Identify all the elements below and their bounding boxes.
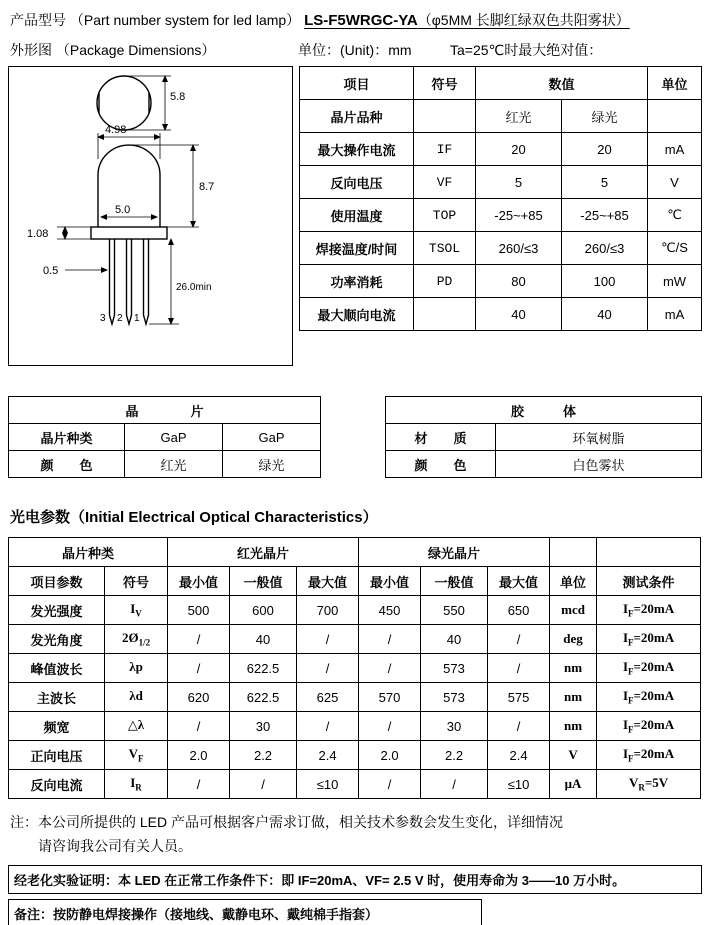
cell-green-max: 575 — [488, 683, 550, 712]
optical-row-luminous-intensity — [9, 596, 701, 625]
cond-post: =20mA — [633, 601, 675, 617]
cell-item: 焊接温度/时间 — [300, 232, 414, 265]
abs-row-reverse-voltage — [300, 166, 702, 199]
cell-unit: V — [550, 741, 597, 770]
cell-red-min: / — [168, 712, 230, 741]
cell-test-condition — [597, 625, 701, 654]
cell-label: 颜 色 — [9, 451, 125, 478]
cond-base: I — [622, 659, 629, 675]
cell-item: 使用温度 — [300, 199, 414, 232]
cell-green-max: / — [488, 654, 550, 683]
aging-note-box: 经老化实验证明：本 LED 在正常工作条件下：即 IF=20mA、VF= 2.5 V 时，使用寿命为 3——10 万小时。 — [8, 865, 702, 894]
dim-label-dome-width: 4.98 — [105, 124, 127, 136]
cell-red-typ: 600 — [230, 596, 297, 625]
cond-sub: F — [628, 753, 634, 764]
ta-text: Ta=25℃时最大绝对值： — [450, 42, 603, 58]
cell-symbol: TOP — [414, 199, 476, 232]
optical-table — [8, 537, 701, 799]
cell-red-min: / — [168, 654, 230, 683]
cell-green-value: 100 — [562, 265, 648, 298]
cond-post: =5V — [644, 775, 669, 791]
cell-unit: ℃/S — [648, 232, 702, 265]
col-header-unit: 单位 — [648, 67, 702, 100]
dim-label-body-height: 8.7 — [199, 181, 215, 193]
cell-unit: deg — [550, 625, 597, 654]
chip-table — [8, 396, 321, 478]
cell-green-min: / — [359, 712, 421, 741]
cell-label: 颜 色 — [385, 451, 495, 478]
cell-param: 反向电流 — [9, 770, 105, 799]
cell-unit: ℃ — [648, 199, 702, 232]
col-header-condition: 测试条件 — [597, 567, 701, 596]
cell-green-max: / — [488, 625, 550, 654]
cell-green-min: / — [359, 654, 421, 683]
cell-red-max: / — [297, 654, 359, 683]
encapsulant-row-color — [385, 451, 701, 478]
cell-unit: mA — [648, 298, 702, 331]
optical-section-title: 光电参数（Initial Electrical Optical Characteristics） — [10, 509, 378, 526]
header-line-1 — [10, 10, 702, 30]
lead-3 — [110, 239, 115, 324]
optical-row-viewing-angle — [9, 625, 701, 654]
cell-red-min: / — [168, 770, 230, 799]
dim-label-body-width: 5.0 — [115, 204, 131, 216]
cell-red-typ: 40 — [230, 625, 297, 654]
dim-label-lead-length: 26.0min — [176, 282, 212, 293]
header-empty-condition — [597, 538, 701, 567]
cell-item: 晶片品种 — [300, 100, 414, 133]
cell-red-min: 2.0 — [168, 741, 230, 770]
main-row — [8, 66, 702, 366]
cell-red-max: 700 — [297, 596, 359, 625]
col-header-green-typ: 一般值 — [421, 567, 488, 596]
cell-unit: mW — [648, 265, 702, 298]
cond-sub: F — [628, 608, 634, 619]
cell-unit: nm — [550, 654, 597, 683]
chip-row-color — [9, 451, 321, 478]
optical-row-peak-wavelength — [9, 654, 701, 683]
cond-base: I — [622, 746, 629, 762]
cell-symbol — [105, 741, 168, 770]
cell-green-value: 40 — [562, 298, 648, 331]
symbol-base: I — [130, 775, 136, 791]
cell-test-condition — [597, 741, 701, 770]
unit-text: 单位：(Unit)：mm — [298, 42, 412, 58]
col-header-param: 项目参数 — [9, 567, 105, 596]
abs-row-power-dissipation — [300, 265, 702, 298]
package-drawing-box — [8, 66, 293, 366]
cell-red-max: 625 — [297, 683, 359, 712]
cond-post: =20mA — [633, 688, 675, 704]
cell-green-value: -25~+85 — [562, 199, 648, 232]
symbol-sub: F — [137, 753, 144, 764]
cell-param: 峰值波长 — [9, 654, 105, 683]
cell-unit: mA — [648, 133, 702, 166]
cell-green-value: 5 — [562, 166, 648, 199]
cell-green-typ: 30 — [421, 712, 488, 741]
note-customization — [10, 811, 702, 859]
cell-param: 正向电压 — [9, 741, 105, 770]
encapsulant-title-row — [385, 397, 701, 424]
cell-symbol — [105, 654, 168, 683]
header-green-chip: 绿光晶片 — [359, 538, 550, 567]
cell-param: 频宽 — [9, 712, 105, 741]
cond-base: I — [622, 717, 629, 733]
cond-post: =20mA — [633, 746, 675, 762]
part-spec: （φ5MM 长脚红绿双色共阳雾状） — [417, 12, 630, 28]
cell-value: 环氧树脂 — [495, 424, 701, 451]
cell-symbol — [105, 770, 168, 799]
cond-sub: F — [628, 637, 634, 648]
header-chip-type: 晶片种类 — [9, 538, 168, 567]
lead-2 — [127, 239, 132, 324]
cell-green-min: / — [359, 625, 421, 654]
col-header-red-min: 最小值 — [168, 567, 230, 596]
cell-red-chip: GaP — [125, 424, 223, 451]
cell-red-typ: / — [230, 770, 297, 799]
cond-sub: F — [628, 724, 634, 735]
cond-post: =20mA — [633, 717, 675, 733]
cell-green-typ: 40 — [421, 625, 488, 654]
col-header-item: 项目 — [300, 67, 414, 100]
cell-red-value: 红光 — [476, 100, 562, 133]
cell-green-max: ≤10 — [488, 770, 550, 799]
cell-red-min: 500 — [168, 596, 230, 625]
cell-symbol — [414, 100, 476, 133]
cell-symbol — [414, 298, 476, 331]
outline-label-en: （Package Dimensions） — [55, 42, 216, 58]
symbol-base: 2Ø — [121, 630, 139, 646]
cell-green-value: 20 — [562, 133, 648, 166]
cell-symbol: PD — [414, 265, 476, 298]
col-header-red-typ: 一般值 — [230, 567, 297, 596]
chip-table-title-row — [9, 397, 321, 424]
pin-label-2: 2 — [117, 313, 123, 324]
cell-red-typ: 622.5 — [230, 654, 297, 683]
cell-red-value: 260/≤3 — [476, 232, 562, 265]
cell-param: 发光强度 — [9, 596, 105, 625]
cell-symbol — [105, 625, 168, 654]
cell-test-condition — [597, 770, 701, 799]
chip-table-title: 晶 片 — [9, 397, 321, 424]
dim-label-top-diameter: 5.8 — [170, 91, 186, 103]
symbol-sub: V — [135, 608, 142, 619]
cell-red-min: 620 — [168, 683, 230, 712]
product-label: 产品型号 — [10, 12, 66, 28]
cell-green-max: / — [488, 712, 550, 741]
cell-unit — [648, 100, 702, 133]
col-header-green-min: 最小值 — [359, 567, 421, 596]
cell-red-value: 40 — [476, 298, 562, 331]
cell-item: 最大顺向电流 — [300, 298, 414, 331]
col-header-green-max: 最大值 — [488, 567, 550, 596]
chip-row-material — [9, 424, 321, 451]
dim-flange-thickness — [57, 227, 91, 239]
cell-unit: nm — [550, 712, 597, 741]
esd-remark-box: 备注：按防静电焊接操作（接地线、戴静电环、戴纯棉手指套） — [8, 899, 482, 925]
cell-red-value: 5 — [476, 166, 562, 199]
outline-label-group — [10, 40, 298, 60]
cell-green-typ: 573 — [421, 654, 488, 683]
optical-row-spectral-bandwidth — [9, 712, 701, 741]
cell-green-min: / — [359, 770, 421, 799]
part-number: LS-F5WRGC-YA — [304, 12, 418, 29]
cell-test-condition — [597, 683, 701, 712]
cell-red-typ: 30 — [230, 712, 297, 741]
abs-row-max-forward-current — [300, 298, 702, 331]
dim-label-lead-width: 0.5 — [43, 265, 59, 277]
lead-1 — [144, 239, 149, 324]
flange — [91, 227, 167, 239]
abs-row-soldering-temperature — [300, 232, 702, 265]
cell-test-condition — [597, 654, 701, 683]
cell-symbol — [105, 712, 168, 741]
dim-lead-length — [149, 239, 179, 324]
pin-label-3: 3 — [100, 313, 106, 324]
cond-base: I — [622, 601, 629, 617]
cell-green-value: 绿光 — [562, 100, 648, 133]
cell-param: 发光角度 — [9, 625, 105, 654]
cell-item: 功率消耗 — [300, 265, 414, 298]
optical-group-header-row — [9, 538, 701, 567]
col-header-unit: 单位 — [550, 567, 597, 596]
cell-test-condition — [597, 596, 701, 625]
cell-red-value: 20 — [476, 133, 562, 166]
symbol-base: △λ — [127, 717, 145, 733]
outline-label: 外形图 — [10, 42, 52, 58]
cell-symbol: TSOL — [414, 232, 476, 265]
cond-sub: F — [628, 666, 634, 677]
symbol-base: V — [128, 746, 138, 762]
col-header-symbol: 符号 — [105, 567, 168, 596]
note-line-2: 请咨询我公司有关人员。 — [38, 837, 192, 854]
cell-red-chip: 红光 — [125, 451, 223, 478]
col-header-value: 数值 — [476, 67, 648, 100]
encapsulant-table — [385, 396, 702, 478]
cell-green-max: 650 — [488, 596, 550, 625]
cell-red-max: / — [297, 625, 359, 654]
cell-red-max: / — [297, 712, 359, 741]
product-label-en: （Part number system for led lamp） — [69, 12, 301, 28]
cell-unit: nm — [550, 683, 597, 712]
cell-green-min: 570 — [359, 683, 421, 712]
cell-item: 反向电压 — [300, 166, 414, 199]
cell-label: 晶片种类 — [9, 424, 125, 451]
header-line-2 — [10, 40, 702, 60]
abs-row-chip-type — [300, 100, 702, 133]
col-header-red-max: 最大值 — [297, 567, 359, 596]
cell-red-max: ≤10 — [297, 770, 359, 799]
cond-post: =20mA — [633, 659, 675, 675]
cell-red-max: 2.4 — [297, 741, 359, 770]
header-red-chip: 红光晶片 — [168, 538, 359, 567]
dim-dome-width — [98, 133, 160, 159]
note-line-1: 注：本公司所提供的 LED 产品可根据客户需求订做，相关技术参数会发生变化，详细情况 — [10, 814, 564, 830]
abs-header-row — [300, 67, 702, 100]
cell-green-value: 260/≤3 — [562, 232, 648, 265]
cell-red-typ: 622.5 — [230, 683, 297, 712]
led-top-view — [97, 76, 151, 130]
cell-red-value: 80 — [476, 265, 562, 298]
cell-symbol — [105, 596, 168, 625]
cell-label: 材 质 — [385, 424, 495, 451]
optical-row-forward-voltage — [9, 741, 701, 770]
dim-label-flange-thickness: 1.08 — [27, 228, 49, 240]
cell-param: 主波长 — [9, 683, 105, 712]
cell-symbol: VF — [414, 166, 476, 199]
optical-row-dominant-wavelength — [9, 683, 701, 712]
cell-item: 最大操作电流 — [300, 133, 414, 166]
cond-base: I — [622, 688, 629, 704]
cell-red-typ: 2.2 — [230, 741, 297, 770]
cell-green-max: 2.4 — [488, 741, 550, 770]
encapsulant-table-title: 胶 体 — [385, 397, 701, 424]
optical-row-reverse-current — [9, 770, 701, 799]
cell-green-chip: GaP — [223, 424, 321, 451]
cell-unit: μA — [550, 770, 597, 799]
cell-green-min: 450 — [359, 596, 421, 625]
package-drawing-svg — [9, 67, 292, 365]
symbol-base: λp — [129, 659, 143, 675]
cell-green-min: 2.0 — [359, 741, 421, 770]
cond-post: =20mA — [633, 630, 675, 646]
cond-base: V — [628, 775, 639, 791]
abs-row-max-operating-current — [300, 133, 702, 166]
part-number-group — [304, 12, 630, 28]
cond-sub: R — [638, 782, 645, 793]
abs-row-operating-temperature — [300, 199, 702, 232]
encapsulant-row-material — [385, 424, 701, 451]
symbol-base: I — [130, 601, 136, 617]
cell-red-min: / — [168, 625, 230, 654]
cell-symbol — [105, 683, 168, 712]
col-header-symbol: 符号 — [414, 67, 476, 100]
abs-max-table — [299, 66, 702, 331]
dim-body-height — [131, 145, 199, 227]
cell-green-typ: 2.2 — [421, 741, 488, 770]
cell-test-condition — [597, 712, 701, 741]
pin-label-1: 1 — [134, 313, 140, 324]
cell-symbol: IF — [414, 133, 476, 166]
led-front-view — [91, 145, 167, 324]
cell-green-chip: 绿光 — [223, 451, 321, 478]
header-empty-unit — [550, 538, 597, 567]
symbol-base: λd — [129, 688, 143, 704]
cell-green-typ: / — [421, 770, 488, 799]
cell-value: 白色雾状 — [495, 451, 701, 478]
cell-green-typ: 550 — [421, 596, 488, 625]
symbol-sub: R — [135, 782, 142, 793]
cell-unit: mcd — [550, 596, 597, 625]
optical-column-header-row — [9, 567, 701, 596]
symbol-sub: 1/2 — [138, 637, 151, 648]
cell-red-value: -25~+85 — [476, 199, 562, 232]
cell-green-typ: 573 — [421, 683, 488, 712]
cond-base: I — [622, 630, 629, 646]
sub-tables-row — [8, 396, 702, 478]
cell-unit: V — [648, 166, 702, 199]
cond-sub: F — [628, 695, 634, 706]
top-view-circle — [97, 76, 151, 130]
